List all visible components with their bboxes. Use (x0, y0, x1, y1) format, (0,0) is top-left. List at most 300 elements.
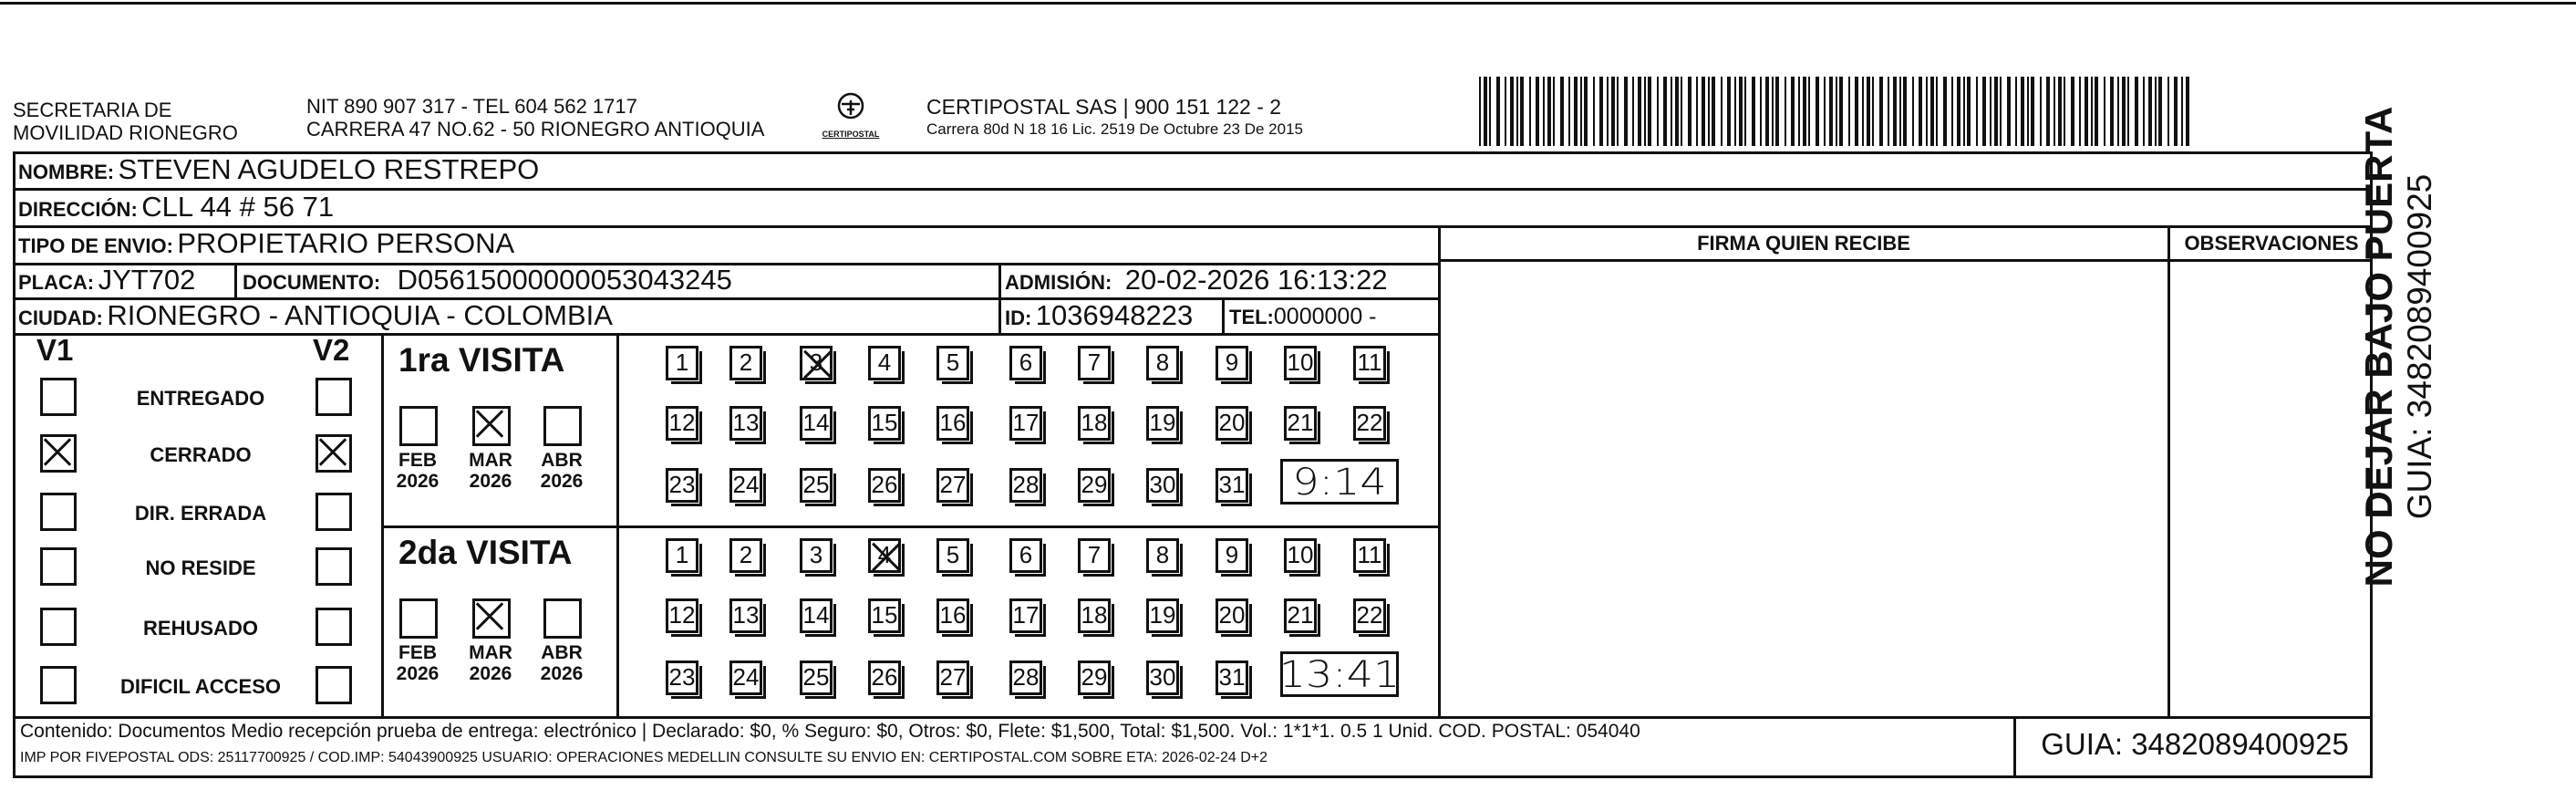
day-number: 11 (1357, 541, 1382, 568)
barcode-bar (1529, 77, 1531, 146)
barcode-bar (1657, 77, 1659, 146)
barcode-bar (2155, 77, 2157, 146)
month-sep (616, 333, 619, 716)
barcode-bar (1893, 77, 1897, 146)
day-number: 22 (1356, 601, 1383, 629)
barcode-bar (2143, 77, 2145, 146)
day-box[interactable] (1284, 598, 1317, 633)
day-box[interactable] (1009, 538, 1042, 573)
col-obs-sep (2167, 225, 2170, 717)
barcode-bar (1943, 77, 1947, 146)
barcode-bar (1899, 77, 1901, 146)
placa-sep (234, 263, 237, 297)
month-checkbox[interactable] (472, 406, 511, 446)
day-number: 7 (1087, 541, 1102, 568)
day-box[interactable] (1284, 406, 1317, 441)
firma-header: FIRMA QUIEN RECIBE (1697, 232, 1910, 255)
day-number: 24 (732, 663, 760, 691)
status-label: CERRADO (150, 443, 252, 466)
observaciones-header: OBSERVACIONES (2184, 232, 2359, 255)
day-number: 9 (1225, 541, 1239, 568)
barcode-bar (2167, 77, 2169, 146)
admision-value: 20-02-2026 16:13:22 (1124, 264, 1388, 296)
month-checkbox[interactable] (399, 598, 438, 639)
barcode-bar (2174, 77, 2178, 146)
barcode-bar (1867, 77, 1870, 146)
barcode-bar (1888, 77, 1889, 146)
month-year: 2026 (469, 471, 512, 492)
side-guia: GUIA: 3482089400925 (2401, 173, 2438, 520)
day-box[interactable] (666, 346, 698, 380)
barcode-bar (2031, 77, 2034, 146)
month-name: FEB (398, 642, 437, 663)
day-box[interactable] (868, 346, 901, 380)
barcode-bar (1957, 77, 1960, 146)
day-number: 24 (732, 471, 760, 498)
day-number: 26 (871, 663, 898, 691)
day-box[interactable] (1216, 468, 1248, 503)
month-year: 2026 (396, 471, 440, 492)
day-box[interactable] (666, 406, 698, 441)
id-cell (1005, 299, 1193, 332)
v1-checkbox[interactable] (40, 378, 77, 416)
barcode-bar (2122, 77, 2126, 146)
barcode-bar (1584, 77, 1588, 146)
barcode-bar (1982, 77, 1986, 146)
day-number: 23 (668, 471, 696, 498)
barcode-bar (1708, 77, 1710, 146)
day-number: 16 (939, 409, 967, 436)
day-number: 2 (739, 348, 753, 376)
company-line: CERTIPOSTAL SAS | 900 151 122 - 2 (926, 95, 1282, 119)
day-number: 5 (946, 348, 960, 376)
day-number: 8 (1155, 541, 1170, 568)
day-box[interactable] (1353, 538, 1386, 573)
day-box[interactable] (1216, 346, 1248, 380)
barcode-bar (1976, 77, 1978, 146)
barcode-bar (2127, 77, 2129, 146)
barcode-bar (1926, 77, 1928, 146)
barcode-bar (1855, 77, 1858, 146)
barcode-bar (1836, 77, 1837, 146)
barcode-bar (1760, 77, 1762, 146)
day-box[interactable] (936, 346, 969, 380)
barcode-bar (1510, 77, 1514, 146)
contenido-line: Contenido: Documentos Medio recepción prueba de entrega: electrónico | Declarado: $0, % Seguro: $0, Otros: $0, Flete: $1,500, Total: $1,500. Vol.: 1*1*1. 0.5 1 Unid. COD. POSTAL: 054040 (20, 721, 1640, 742)
admision-sep (998, 263, 1001, 333)
barcode-bar (1607, 77, 1609, 146)
col-firma-sep (1438, 225, 1441, 717)
barcode-bar (1632, 77, 1634, 146)
barcode-bar (1936, 77, 1938, 146)
day-box[interactable] (1078, 406, 1111, 441)
month-year: 2026 (540, 663, 584, 684)
barcode-bar (1671, 77, 1672, 146)
barcode-bar (1744, 77, 1746, 146)
day-box[interactable] (936, 468, 969, 503)
day-box[interactable] (868, 661, 901, 695)
v1-checkbox[interactable] (40, 666, 77, 704)
day-number: 28 (1012, 663, 1040, 691)
day-number: 6 (1019, 541, 1033, 568)
barcode-bar (1752, 77, 1755, 146)
barcode-bar (2104, 77, 2105, 146)
v2-label: V2 (313, 333, 350, 367)
sender-line-1: SECRETARIA DE (13, 99, 172, 121)
v2-checkbox[interactable] (316, 608, 352, 646)
day-box[interactable] (1146, 406, 1179, 441)
day-box[interactable] (666, 468, 698, 503)
day-box[interactable] (868, 598, 901, 633)
barcode-bar (1580, 77, 1582, 146)
day-number: 1 (675, 541, 689, 568)
barcode-bar (1675, 77, 1679, 146)
v1-checkbox[interactable] (40, 493, 77, 531)
status-label: NO RESIDE (145, 557, 256, 579)
ciudad-value: RIONEGRO - ANTIOQUIA - COLOMBIA (107, 299, 613, 331)
tel-sep (1222, 297, 1225, 333)
day-number: 17 (1012, 601, 1040, 629)
first-visit-title: 1ra VISITA (398, 341, 565, 379)
tipo-value: PROPIETARIO PERSONA (177, 227, 515, 259)
day-number: 29 (1081, 471, 1108, 498)
v2-checkbox[interactable] (316, 666, 352, 704)
day-box[interactable] (1284, 538, 1317, 573)
day-box[interactable] (1353, 598, 1386, 633)
day-number: 12 (668, 409, 696, 436)
barcode-bar (1912, 77, 1914, 146)
day-box[interactable] (1216, 598, 1248, 633)
day-box[interactable] (1009, 406, 1042, 441)
address-line: CARRERA 47 NO.62 - 50 RIONEGRO ANTIOQUIA (306, 118, 765, 140)
tipo-label: TIPO DE ENVIO: (18, 234, 173, 257)
day-box[interactable] (1009, 598, 1042, 633)
day-box[interactable] (1216, 406, 1248, 441)
barcode-bar (1638, 77, 1641, 146)
day-number: 25 (802, 471, 830, 498)
day-box[interactable] (1216, 538, 1248, 573)
day-box[interactable] (1146, 346, 1179, 380)
barcode-bar (1930, 77, 1934, 146)
barcode-bar (1848, 77, 1850, 146)
barcode-bar (1803, 77, 1806, 146)
day-number: 17 (1012, 409, 1040, 436)
barcode-bar (1593, 77, 1595, 146)
visit-time: 9:14 (1292, 462, 1387, 504)
barcode-bar (2000, 77, 2002, 146)
day-box[interactable] (936, 661, 969, 695)
day-number: 14 (802, 409, 830, 436)
day-box[interactable] (1078, 661, 1111, 695)
day-number: 15 (871, 409, 898, 436)
day-box[interactable] (666, 598, 698, 633)
day-number: 18 (1081, 601, 1108, 629)
barcode-bar (2110, 77, 2114, 146)
day-box[interactable] (868, 468, 901, 503)
barcode-bar (2148, 77, 2152, 146)
day-number: 20 (1218, 601, 1246, 629)
barcode-bar (1560, 77, 1564, 146)
barcode (1479, 77, 2199, 146)
id-label: ID: (1005, 307, 1032, 329)
status-label: REHUSADO (143, 617, 258, 640)
day-box[interactable] (936, 406, 969, 441)
barcode-bar (1496, 77, 1500, 146)
barcode-bar (1505, 77, 1506, 146)
barcode-bar (1862, 77, 1864, 146)
barcode-bar (1739, 77, 1743, 146)
tel-cell (1229, 304, 1377, 330)
barcode-bar (2085, 77, 2088, 146)
admision-cell (1005, 264, 1388, 296)
barcode-bar (1994, 77, 1998, 146)
day-number: 18 (1081, 409, 1108, 436)
barcode-bar (1721, 77, 1723, 146)
day-number: 27 (939, 663, 967, 691)
footer-sep (13, 716, 2373, 719)
day-number: 19 (1149, 409, 1176, 436)
day-number: 4 (877, 348, 892, 376)
day-number: 15 (871, 601, 898, 629)
month-year: 2026 (396, 663, 440, 684)
day-number: 22 (1356, 409, 1383, 436)
barcode-bar (1553, 77, 1555, 146)
barcode-bar (1798, 77, 1800, 146)
day-number: 30 (1149, 663, 1176, 691)
status-sep (381, 333, 384, 716)
footer-guia: GUIA: 3482089400925 (2041, 727, 2349, 761)
day-number: 16 (939, 601, 967, 629)
day-box[interactable] (1146, 468, 1179, 503)
v2-checkbox[interactable] (316, 547, 352, 586)
company-block (926, 95, 1437, 140)
barcode-bar (1963, 77, 1965, 146)
day-number: 10 (1287, 348, 1314, 376)
day-number: 21 (1287, 409, 1314, 436)
month-checkbox[interactable] (399, 406, 438, 446)
placa-cell (18, 264, 195, 296)
day-number: 10 (1287, 541, 1314, 568)
nit-line: NIT 890 907 317 - TEL 604 562 1717 (306, 95, 637, 118)
day-box[interactable] (800, 538, 833, 573)
v2-checkbox[interactable] (316, 493, 352, 531)
day-box[interactable] (1146, 538, 1179, 573)
barcode-bar (2040, 77, 2042, 146)
day-number: 29 (1081, 663, 1108, 691)
month-name: ABR (541, 450, 583, 471)
barcode-bar (1824, 77, 1826, 146)
day-box[interactable] (666, 538, 698, 573)
day-number: 2 (739, 541, 753, 568)
day-box[interactable] (936, 598, 969, 633)
direccion-label: DIRECCIÓN: (18, 198, 138, 221)
day-number: 25 (802, 663, 830, 691)
tipo-row (18, 227, 514, 260)
month-label (390, 450, 445, 492)
placa-value: JYT702 (98, 264, 196, 296)
barcode-bar (1816, 77, 1819, 146)
day-number: 14 (802, 601, 830, 629)
barcode-bar (1951, 77, 1953, 146)
day-number: 23 (668, 663, 696, 691)
day-box[interactable] (1078, 468, 1111, 503)
top-edge (0, 2, 2576, 5)
day-number: 4 (877, 541, 892, 568)
day-number: 9 (1225, 348, 1239, 376)
day-box[interactable] (800, 661, 833, 695)
v1-checkbox[interactable] (40, 608, 77, 646)
day-number: 11 (1357, 348, 1382, 376)
day-box[interactable] (800, 598, 833, 633)
day-box[interactable] (1353, 406, 1386, 441)
imp-line: IMP POR FIVEPOSTAL ODS: 25117700925 / COD.IMP: 54043900925 USUARIO: OPERACIONES MEDELLIN CONSULTE SU ENVIO EN: CERTIPOSTAL.COM SOBRE ETA: 2026-02-24 D+2 (20, 750, 1268, 765)
v1-checkbox[interactable] (40, 434, 77, 473)
barcode-bar (2181, 77, 2183, 146)
month-checkbox[interactable] (543, 406, 582, 446)
day-box[interactable] (729, 661, 762, 695)
barcode-bar (1536, 77, 1539, 146)
day-box[interactable] (729, 346, 762, 380)
barcode-bar (1648, 77, 1651, 146)
barcode-bar (1808, 77, 1810, 146)
sender-line-2: MOVILIDAD RIONEGRO (13, 121, 238, 144)
barcode-bar (1547, 77, 1551, 146)
row-sep-1 (13, 188, 2373, 191)
barcode-bar (2091, 77, 2093, 146)
barcode-bar (1775, 77, 1779, 146)
day-number: 21 (1287, 601, 1314, 629)
day-box[interactable] (1009, 661, 1042, 695)
v2-checkbox[interactable] (316, 434, 352, 473)
direccion-value: CLL 44 # 56 71 (141, 191, 335, 223)
day-number: 6 (1019, 348, 1033, 376)
barcode-bar (1688, 77, 1691, 146)
visit-time-box[interactable] (1280, 459, 1399, 505)
side-warning: NO DEJAR BAJO PUERTA (2357, 106, 2400, 588)
visit-time-box[interactable] (1280, 651, 1399, 697)
day-box[interactable] (936, 538, 969, 573)
month-checkbox[interactable] (472, 598, 511, 639)
barcode-bar (1712, 77, 1715, 146)
month-name: MAR (469, 642, 512, 663)
barcode-bar (1872, 77, 1874, 146)
day-box[interactable] (800, 468, 833, 503)
barcode-bar (1696, 77, 1698, 146)
day-number: 13 (732, 601, 760, 629)
barcode-bar (2117, 77, 2119, 146)
barcode-bar (1479, 77, 1481, 146)
day-box[interactable] (1078, 538, 1111, 573)
barcode-bar (2135, 77, 2138, 146)
barcode-bar (1967, 77, 1971, 146)
day-box[interactable] (1146, 661, 1179, 695)
month-checkbox[interactable] (543, 598, 582, 639)
barcode-bar (1879, 77, 1883, 146)
day-box[interactable] (1078, 346, 1111, 380)
barcode-bar (1484, 77, 1487, 146)
day-box[interactable] (868, 538, 901, 573)
barcode-bar (1839, 77, 1843, 146)
day-box[interactable] (1284, 346, 1317, 380)
admision-label: ADMISIÓN: (1005, 271, 1112, 294)
day-box[interactable] (729, 468, 762, 503)
placa-label: PLACA: (18, 271, 95, 294)
month-name: FEB (398, 450, 437, 471)
barcode-bar (1568, 77, 1570, 146)
barcode-bar (1520, 77, 1524, 146)
barcode-bar (2046, 77, 2050, 146)
day-number: 1 (675, 348, 689, 376)
certipostal-logo (814, 89, 887, 144)
day-box[interactable] (1078, 598, 1111, 633)
month-year: 2026 (540, 471, 584, 492)
month-label (463, 642, 518, 684)
barcode-bar (1990, 77, 1991, 146)
barcode-bar (1772, 77, 1774, 146)
barcode-bar (1624, 77, 1628, 146)
nombre-value: STEVEN AGUDELO RESTREPO (118, 153, 540, 185)
barcode-bar (1644, 77, 1646, 146)
month-label (534, 450, 589, 492)
documento-cell (243, 264, 732, 296)
barcode-bar (1599, 77, 1603, 146)
day-box[interactable] (666, 661, 698, 695)
day-number: 30 (1149, 471, 1176, 498)
day-number: 27 (939, 471, 967, 498)
ciudad-cell (18, 299, 613, 332)
barcode-bar (1734, 77, 1736, 146)
day-number: 13 (732, 409, 760, 436)
direccion-row (18, 191, 334, 224)
status-label: DIFICIL ACCESO (119, 675, 281, 698)
month-name: MAR (469, 450, 512, 471)
barcode-bar (1702, 77, 1705, 146)
day-box[interactable] (1009, 346, 1042, 380)
v2-checkbox[interactable] (316, 378, 352, 416)
documento-value: D05615000000053043245 (397, 264, 732, 296)
barcode-bar (1611, 77, 1615, 146)
documento-label: DOCUMENTO: (243, 271, 381, 294)
day-box[interactable] (1146, 598, 1179, 633)
license-line: Carrera 80d N 18 16 Lic. 2519 De Octubre 23 De 2015 (926, 120, 1303, 138)
visit-sep (381, 525, 1439, 528)
month-year: 2026 (469, 663, 512, 684)
day-box[interactable] (1216, 661, 1248, 695)
day-number: 7 (1087, 348, 1102, 376)
day-number: 12 (668, 601, 696, 629)
day-box[interactable] (729, 538, 762, 573)
barcode-bar (2058, 77, 2062, 146)
v1-checkbox[interactable] (40, 547, 77, 586)
barcode-bar (2027, 77, 2029, 146)
day-box[interactable] (868, 406, 901, 441)
day-box[interactable] (1353, 346, 1386, 380)
day-box[interactable] (729, 598, 762, 633)
day-box[interactable] (1009, 468, 1042, 503)
day-box[interactable] (800, 346, 833, 380)
second-visit-title: 2da VISITA (398, 534, 573, 571)
barcode-bar (1681, 77, 1682, 146)
day-number: 20 (1218, 409, 1246, 436)
day-number: 31 (1218, 471, 1246, 498)
barcode-bar (1829, 77, 1833, 146)
day-box[interactable] (800, 406, 833, 441)
tel-label: TEL: (1229, 306, 1274, 328)
month-label (534, 642, 589, 684)
barcode-bar (1663, 77, 1667, 146)
day-box[interactable] (729, 406, 762, 441)
sender-contact (306, 95, 872, 140)
